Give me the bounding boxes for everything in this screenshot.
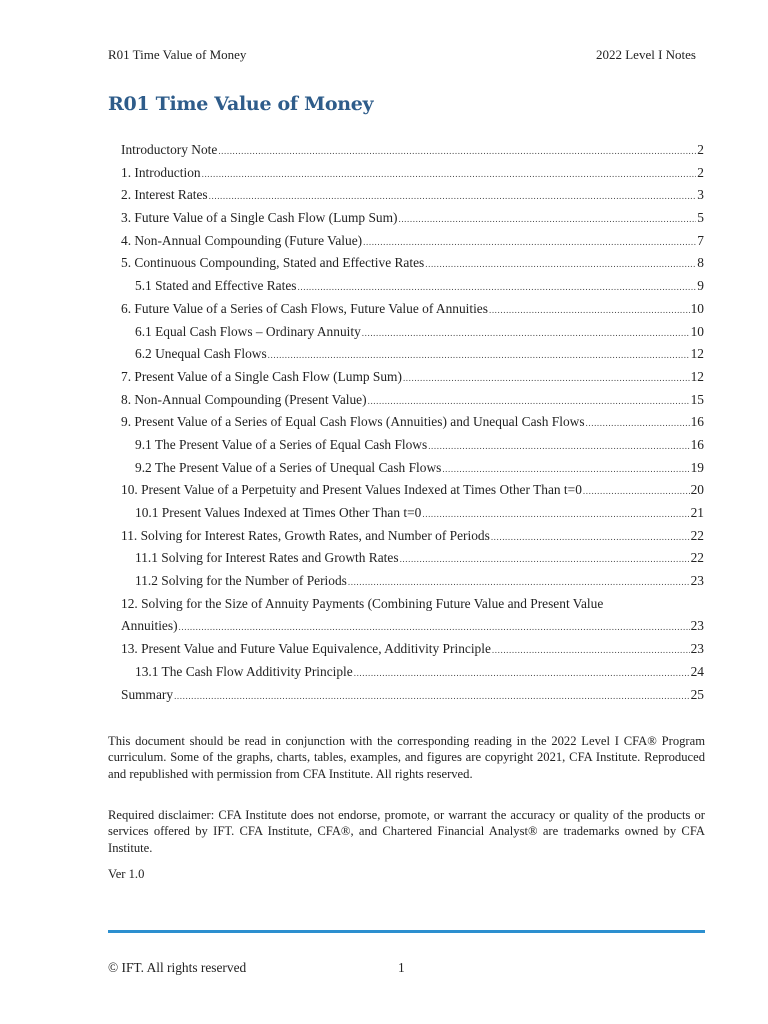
toc-entry-title: 10.1 Present Values Indexed at Times Other Than t=0 — [135, 505, 422, 520]
toc-entry-title: Annuities) — [121, 618, 178, 634]
toc-entry-page: 9 — [697, 278, 704, 294]
toc-entry[interactable] — [121, 369, 704, 392]
toc-dot-leader — [354, 668, 690, 678]
toc-dot-leader — [362, 328, 690, 338]
toc-dot-leader — [583, 486, 690, 496]
toc-entry-title: 12. Solving for the Size of Annuity Payments (Combining Future Value and Present Value — [121, 595, 604, 611]
toc-entry-page: 2 — [697, 142, 704, 157]
table-of-contents — [121, 142, 704, 709]
toc-entry[interactable] — [121, 233, 704, 256]
toc-entry[interactable] — [121, 437, 704, 460]
toc-entry[interactable] — [121, 187, 704, 210]
toc-entry-title: 5. Continuous Compounding, Stated and Effective Rates — [121, 255, 425, 271]
footer-page-number: 1 — [398, 960, 405, 975]
toc-entry-page: 8 — [697, 255, 704, 271]
toc-entry[interactable] — [121, 528, 704, 551]
toc-entry[interactable] — [121, 210, 704, 233]
toc-entry-page: 12 — [690, 368, 704, 384]
toc-entry-title: 6. Future Value of a Series of Cash Flows, Future Value of Annuities — [121, 300, 488, 316]
toc-dot-leader — [425, 259, 696, 269]
toc-entry-page: 23 — [690, 641, 704, 657]
toc-dot-leader — [202, 169, 697, 179]
page-title: R01 Time Value of Money — [108, 93, 374, 115]
running-header-title: R01 Time Value of Money — [108, 47, 247, 62]
toc-entry-title: 1. Introduction — [121, 164, 201, 180]
toc-dot-leader — [179, 622, 690, 632]
toc-entry[interactable] — [121, 687, 704, 710]
toc-entry-page: 19 — [690, 459, 704, 475]
toc-entry[interactable] — [121, 278, 704, 301]
toc-entry-page: 20 — [690, 482, 704, 498]
toc-entry-page: 23 — [690, 573, 704, 589]
version-label: Ver 1.0 — [108, 867, 145, 881]
toc-entry-title: 8. Non-Annual Compounding (Present Value) — [121, 391, 367, 407]
toc-entry-title: 11.2 Solving for the Number of Periods — [135, 573, 347, 589]
toc-dot-leader — [368, 396, 690, 406]
toc-entry-title: 2. Interest Rates — [121, 187, 208, 203]
toc-entry[interactable] — [121, 505, 704, 528]
footer-rule — [108, 930, 705, 933]
toc-entry-title: 4. Non-Annual Compounding (Future Value) — [121, 232, 363, 248]
toc-entry-page: 2 — [697, 164, 704, 180]
disclaimer: Required disclaimer: CFA Institute does not endorse, promote, or warrant the accuracy or quality of the products or services offered by IFT. CFA Institute, CFA®, and Chartered Financial Analyst® are trademarks owned by CFA Institute. — [108, 808, 705, 855]
toc-entry-title: 9.1 The Present Value of a Series of Equal Cash Flows — [135, 436, 428, 452]
toc-entry[interactable] — [121, 618, 704, 641]
toc-entry-page: 5 — [697, 210, 704, 226]
toc-entry-title: Summary — [121, 686, 174, 702]
toc-entry[interactable] — [121, 255, 704, 278]
toc-dot-leader — [492, 645, 690, 655]
running-header-edition: 2022 Level I Notes — [595, 47, 696, 62]
toc-entry-page: 7 — [697, 232, 704, 248]
toc-entry-title: 9.2 The Present Value of a Series of Unequal Cash Flows — [135, 459, 442, 475]
toc-entry-title: 7. Present Value of a Single Cash Flow (Lump Sum) — [121, 368, 402, 384]
toc-entry-page: 22 — [690, 550, 704, 566]
toc-entry[interactable] — [121, 550, 704, 573]
toc-entry-title: 6.1 Equal Cash Flows – Ordinary Annuity — [135, 323, 361, 339]
footer-copyright: © IFT. All rights reserved — [108, 960, 247, 975]
toc-entry-page: 24 — [690, 663, 704, 679]
toc-entry[interactable] — [121, 392, 704, 415]
toc-entry[interactable] — [121, 641, 704, 664]
toc-entry-page: 10 — [690, 300, 704, 316]
toc-dot-leader — [218, 146, 696, 156]
toc-dot-leader — [422, 509, 689, 519]
toc-entry[interactable] — [121, 346, 704, 369]
toc-entry-page: 12 — [690, 346, 704, 362]
toc-entry-title: 3. Future Value of a Single Cash Flow (Lump Sum) — [121, 210, 398, 226]
toc-entry[interactable] — [121, 414, 704, 437]
toc-entry-title: 9. Present Value of a Series of Equal Cash Flows (Annuities) and Unequal Cash Flows — [121, 414, 585, 430]
toc-entry-title: 6.2 Unequal Cash Flows — [135, 346, 267, 362]
toc-entry[interactable] — [121, 596, 704, 619]
toc-dot-leader — [442, 464, 689, 474]
toc-entry-page: 3 — [697, 187, 704, 203]
toc-dot-leader — [209, 191, 697, 201]
toc-entry-title: 13. Present Value and Future Value Equivalence, Additivity Principle — [121, 641, 491, 657]
toc-dot-leader — [400, 554, 690, 564]
toc-entry[interactable] — [121, 324, 704, 347]
toc-dot-leader — [348, 577, 690, 587]
toc-entry-title: 13.1 The Cash Flow Additivity Principle — [135, 663, 353, 679]
toc-dot-leader — [363, 237, 696, 247]
toc-entry[interactable] — [121, 573, 704, 596]
toc-entry-title: 11.1 Solving for Interest Rates and Growth Rates — [135, 550, 399, 566]
toc-dot-leader — [268, 350, 690, 360]
toc-entry-page: 21 — [690, 505, 704, 520]
toc-entry[interactable] — [121, 165, 704, 188]
toc-entry[interactable] — [121, 460, 704, 483]
toc-dot-leader — [586, 418, 690, 428]
toc-entry-page: 16 — [690, 414, 704, 430]
toc-entry-title: 5.1 Stated and Effective Rates — [135, 278, 297, 294]
toc-entry-title: 11. Solving for Interest Rates, Growth Rates, and Number of Periods — [121, 527, 490, 543]
toc-entry[interactable] — [121, 482, 704, 505]
toc-dot-leader — [489, 305, 690, 315]
toc-dot-leader — [298, 282, 697, 292]
toc-entry-page: 25 — [690, 686, 704, 702]
toc-entry-page: 10 — [690, 323, 704, 339]
toc-entry-page: 22 — [690, 527, 704, 543]
curriculum-note: This document should be read in conjunction with the corresponding reading in the 2022 Level I CFA® Program curriculum. Some of the graphs, charts, tables, examples, and figures are copyright 2021, CFA Institute. Reproduced and republished with permission from CFA Institute. All rights reserved. — [108, 734, 705, 781]
toc-entry[interactable] — [121, 142, 704, 165]
toc-entry-title: 10. Present Value of a Perpetuity and Present Values Indexed at Times Other Than t=0 — [121, 482, 582, 498]
toc-dot-leader — [403, 373, 690, 383]
toc-entry-page: 23 — [690, 618, 704, 634]
toc-entry-page: 15 — [690, 391, 704, 407]
toc-entry[interactable] — [121, 664, 704, 687]
toc-entry-page: 16 — [690, 436, 704, 452]
toc-dot-leader — [174, 691, 690, 701]
toc-entry[interactable] — [121, 301, 704, 324]
toc-dot-leader — [398, 214, 696, 224]
toc-dot-leader — [491, 532, 690, 542]
toc-dot-leader — [428, 441, 689, 451]
toc-entry-title: Introductory Note — [121, 142, 218, 157]
